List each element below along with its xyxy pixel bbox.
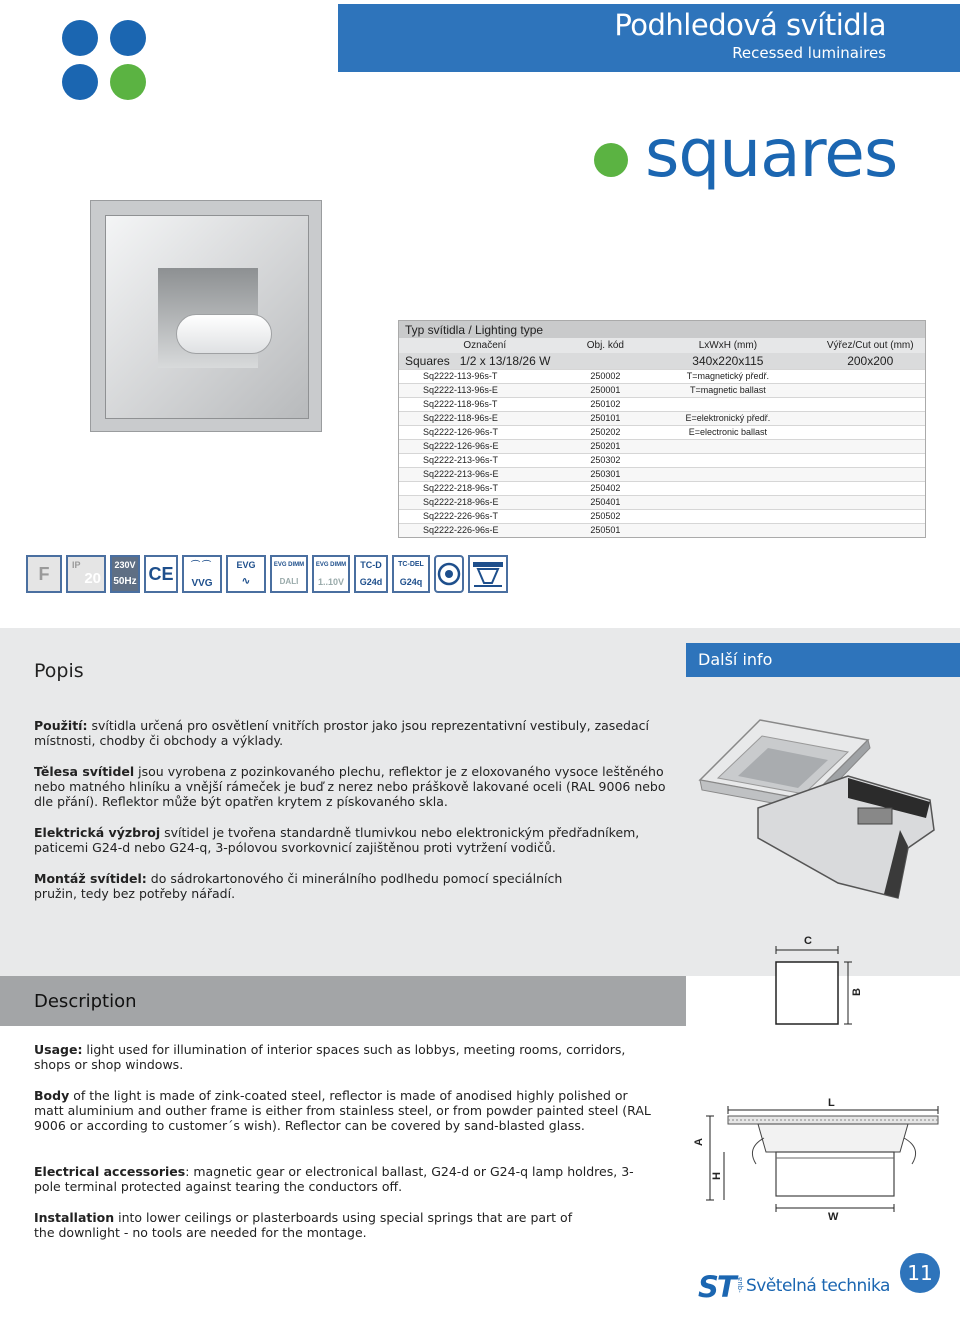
group-name: Squares 1/2 x 13/18/26 W — [399, 353, 640, 369]
spec-table-row — [399, 495, 925, 509]
dimm-evg-label: EVG DIMM — [315, 562, 347, 568]
tcd-icon — [354, 555, 388, 593]
page-title-cz: Podhledová svítidla — [614, 8, 886, 42]
popis-paragraph-mounting — [34, 871, 594, 901]
row-empty — [815, 411, 925, 425]
row-note — [640, 509, 815, 523]
desc-installation-label: Installation — [34, 1210, 115, 1225]
dot-blue-3 — [62, 64, 98, 100]
ce-label: CE — [148, 564, 174, 584]
spec-table-row — [399, 509, 925, 523]
desc-usage-text: light used for illumination of interior spaces such as lobbys, meeting rooms, corridors, shops or shop windows. — [34, 1042, 626, 1072]
row-code: Sq2222-213-96s-E — [399, 467, 570, 481]
circle-symbol-icon — [434, 555, 464, 593]
row-code: Sq2222-226-96s-T — [399, 509, 570, 523]
col-header-order: Obj. kód — [570, 338, 640, 353]
col-header-dimensions: LxWxH (mm) — [640, 338, 815, 353]
description-paragraph-body — [34, 1088, 654, 1133]
dimm-icon — [312, 555, 350, 593]
row-order-code: 250202 — [570, 425, 640, 439]
row-note: E=elektronický předř. — [640, 411, 815, 425]
row-order-code: 250101 — [570, 411, 640, 425]
luminaire-perspective-photo — [698, 718, 944, 908]
popis-mounting-text: do sádrokartonového či minerálního podlhedu pomocí speciálních pružin, tedy bez potřeby nářadí. — [34, 871, 563, 901]
row-empty — [815, 439, 925, 453]
dim-label-c: C — [804, 935, 812, 947]
tcdel-label: TC-DEL — [398, 561, 424, 568]
spec-table-row — [399, 369, 925, 383]
popis-mounting-label: Montáž svítidel: — [34, 871, 147, 886]
row-empty — [815, 383, 925, 397]
vvg-icon — [182, 555, 222, 593]
row-note — [640, 439, 815, 453]
row-code: Sq2222-126-96s-E — [399, 439, 570, 453]
row-order-code: 250001 — [570, 383, 640, 397]
vvg-wave: ⌒⌒ — [190, 560, 213, 570]
dot-green — [110, 64, 146, 100]
dim-label-a: A — [693, 1138, 705, 1146]
row-code: Sq2222-118-96s-E — [399, 411, 570, 425]
row-note — [640, 397, 815, 411]
group-dimensions: 340x220x115 — [640, 353, 815, 369]
row-note — [640, 523, 815, 537]
row-code: Sq2222-113-96s-E — [399, 383, 570, 397]
popis-electrical-label: Elektrická výzbroj — [34, 825, 161, 840]
row-order-code: 250302 — [570, 453, 640, 467]
spec-table-row — [399, 453, 925, 467]
spec-table-row — [399, 523, 925, 537]
popis-electrical-text: svítidel je tvořena standardně tlumivkou nebo elektronickým předřadníkem, paticemi G24-d nebo G24-q, 3-pólovou svorkovnicí zajištěnou proti vytržení vodičů. — [34, 825, 640, 855]
tcd-label: TC-D — [360, 560, 382, 570]
product-bullet-icon — [594, 143, 628, 177]
ip20-icon — [66, 555, 106, 593]
ip-value: 20 — [84, 570, 101, 587]
row-code: Sq2222-226-96s-E — [399, 523, 570, 537]
spec-table-row — [399, 481, 925, 495]
evg-icon — [226, 555, 266, 593]
f-mark-label: F — [38, 564, 50, 584]
evg-label: EVG — [236, 560, 256, 570]
title-bar — [338, 4, 960, 72]
row-code: Sq2222-218-96s-E — [399, 495, 570, 509]
popis-paragraph-usage — [34, 718, 679, 748]
logo-qua: -qua — [736, 1277, 744, 1293]
dali-evg-label: EVG DIMM — [273, 562, 305, 568]
dim-label-w: W — [828, 1211, 839, 1220]
more-info-link[interactable]: Další info — [686, 643, 960, 677]
row-note — [640, 453, 815, 467]
desc-usage-label: Usage: — [34, 1042, 83, 1057]
row-order-code: 250102 — [570, 397, 640, 411]
row-order-code: 250501 — [570, 523, 640, 537]
description-heading: Description — [34, 991, 137, 1012]
product-name: squares — [645, 115, 898, 192]
popis-usage-text: svítidla určená pro osvětlení vnitřích prostor jako jsou reprezentativní vestibuly, zasedací místnosti, chodby či obchody a výklady. — [34, 718, 649, 748]
group-cutout: 200x200 — [815, 353, 925, 369]
brand-dots-logo — [62, 20, 152, 100]
page-title-en: Recessed luminaires — [732, 44, 886, 62]
row-empty — [815, 523, 925, 537]
row-note — [640, 495, 815, 509]
row-empty — [815, 397, 925, 411]
photo-lamp — [176, 314, 272, 354]
tcdel-icon — [392, 555, 430, 593]
row-code: Sq2222-118-96s-T — [399, 397, 570, 411]
description-paragraph-electrical — [34, 1164, 654, 1194]
spec-table-header — [399, 338, 925, 353]
popis-paragraph-electrical — [34, 825, 679, 855]
row-order-code: 250502 — [570, 509, 640, 523]
product-photo — [90, 200, 322, 432]
spec-table-row — [399, 467, 925, 481]
row-note: T=magnetic ballast — [640, 383, 815, 397]
desc-installation-text: into lower ceilings or plasterboards using special springs that are part of the downlight - no tools are needed for the montage. — [34, 1210, 573, 1240]
desc-body-text: of the light is made of zink-coated steel, reflector is made of anodised highly polished or matt aluminium and outher frame is either from stainless steel, or from powder painted steel (RAL 9006 or according to customer´s wish). Reflector can be covered by sand-blasted glass. — [34, 1088, 651, 1133]
dimm-range-label: 1..10V — [317, 577, 345, 587]
row-code: Sq2222-113-96s-T — [399, 369, 570, 383]
popis-paragraph-body — [34, 764, 679, 809]
row-order-code: 250301 — [570, 467, 640, 481]
row-empty — [815, 509, 925, 523]
row-note — [640, 467, 815, 481]
row-code: Sq2222-126-96s-T — [399, 425, 570, 439]
row-code: Sq2222-213-96s-T — [399, 453, 570, 467]
row-note — [640, 481, 815, 495]
mounting-symbol-icon — [468, 555, 508, 593]
frequency-label: 50Hz — [113, 576, 137, 587]
dot-blue-2 — [110, 20, 146, 56]
spec-table-title: Typ svítidla / Lighting type — [399, 321, 925, 338]
voltage-icon — [110, 555, 140, 593]
logo-name: Světelná technika — [746, 1276, 890, 1296]
row-order-code: 250402 — [570, 481, 640, 495]
f-mark-icon — [26, 555, 62, 593]
row-code: Sq2222-218-96s-T — [399, 481, 570, 495]
vvg-label: VVG — [191, 578, 213, 589]
page-number: 11 — [900, 1253, 940, 1293]
tcdel-base-label: G24q — [399, 577, 423, 587]
ce-icon — [144, 555, 178, 593]
row-empty — [815, 495, 925, 509]
dimension-diagram — [688, 930, 950, 1220]
row-order-code: 250002 — [570, 369, 640, 383]
description-paragraph-usage — [34, 1042, 654, 1072]
col-header-cutout: Výřez/Cut out (mm) — [815, 338, 925, 353]
spec-table — [398, 320, 926, 538]
popis-body-text: jsou vyrobena z pozinkovaného plechu, reflektor je z eloxovaného vysoce leštěného nebo matného hliníku a vnější rámeček je buď z nerez nebo práškově lakované oceli (RAL 9006 nebo dle přání). Reflektor může být opatřen krytem z pískovaného skla. — [34, 764, 666, 809]
desc-electrical-label: Electrical accessories — [34, 1164, 186, 1179]
voltage-label: 230V — [114, 560, 136, 570]
spec-table-row — [399, 397, 925, 411]
spec-table-row — [399, 411, 925, 425]
row-empty — [815, 369, 925, 383]
desc-electrical-text: : magnetic gear or electronical ballast, G24-d or G24-q lamp holdres, 3-pole terminal protected against tearing the conductors off. — [34, 1164, 634, 1194]
spec-table-row — [399, 425, 925, 439]
dim-label-h: H — [711, 1172, 723, 1180]
row-empty — [815, 453, 925, 467]
ip-label: IP — [72, 560, 81, 570]
dali-label: DALI — [279, 577, 299, 586]
evg-wave: ∿ — [241, 576, 251, 587]
tcd-base-label: G24d — [359, 577, 383, 587]
dali-icon — [270, 555, 308, 593]
row-empty — [815, 425, 925, 439]
row-note: T=magnetický předř. — [640, 369, 815, 383]
desc-body-label: Body — [34, 1088, 70, 1103]
description-paragraph-installation — [34, 1210, 594, 1240]
logo-st: ST — [698, 1270, 735, 1304]
spec-group-row — [399, 353, 925, 369]
row-note: E=electronic ballast — [640, 425, 815, 439]
spec-table-row — [399, 439, 925, 453]
dim-label-b: B — [851, 988, 863, 996]
row-empty — [815, 467, 925, 481]
dot-blue-1 — [62, 20, 98, 56]
col-header-code: Označení — [399, 338, 570, 353]
dim-label-l: L — [828, 1097, 835, 1109]
popis-heading: Popis — [34, 660, 84, 682]
row-order-code: 250401 — [570, 495, 640, 509]
spec-table-row — [399, 383, 925, 397]
row-empty — [815, 481, 925, 495]
photo-reflector — [105, 215, 309, 419]
row-order-code: 250201 — [570, 439, 640, 453]
popis-body-label: Tělesa svítidel — [34, 764, 135, 779]
popis-usage-label: Použití: — [34, 718, 88, 733]
